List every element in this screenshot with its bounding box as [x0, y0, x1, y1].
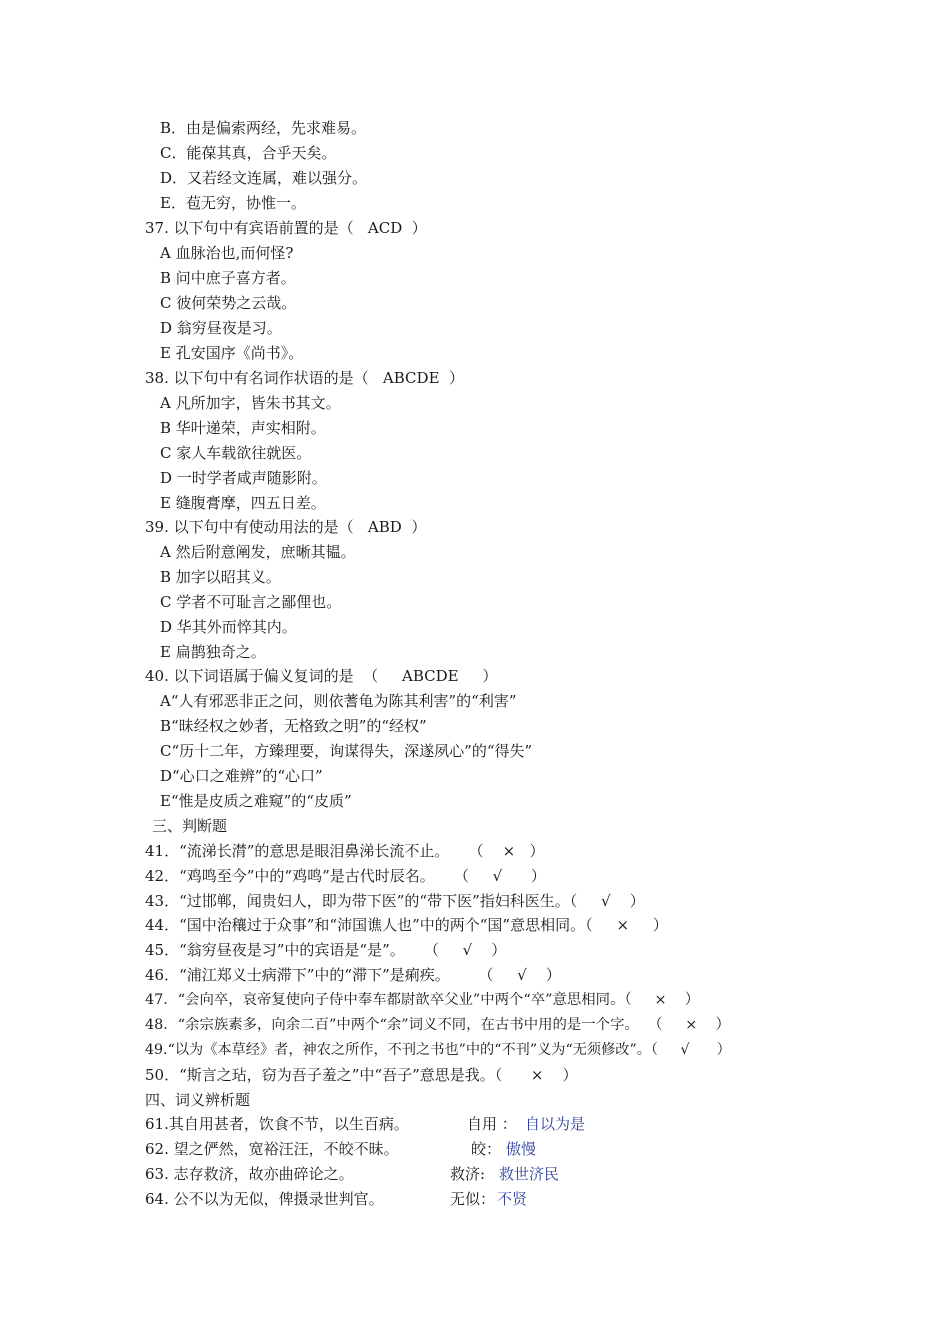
- judgement-item-43: 43．“过邯郸，闻贵妇人，即为带下医”的“带下医”指妇科医生。（ √ ）: [145, 892, 645, 910]
- vocab-item-62-answer: 傲慢: [506, 1140, 537, 1158]
- q40-option-a: A“人有邪恶非正之问，则依蓍龟为陈其利害”的“利害”: [160, 692, 517, 710]
- vocab-item-61-sentence: 61.其自用甚者，饮食不节，以生百病。: [145, 1115, 409, 1133]
- q37-option-e: E 孔安国序《尚书》。: [160, 344, 304, 362]
- vocab-item-64-sentence: 64. 公不以为无似，俾摄录世判官。: [145, 1190, 384, 1208]
- judgement-item-45: 45．“翁穷昼夜是习”中的宾语是“是”。 （ √ ）: [145, 941, 507, 959]
- q40-option-e: E“惟是皮质之难窥”的“皮质”: [160, 792, 352, 810]
- section-3-heading: 三、判断题: [152, 817, 228, 835]
- vocab-item-63-sentence: 63. 志存救济，故亦曲碎论之。: [145, 1165, 354, 1183]
- q36-option-d: D．又若经文连属，难以强分。: [160, 169, 368, 187]
- q37-option-a: A 血脉治也,而何怪?: [160, 244, 294, 262]
- judgement-item-44: 44．“国中治穰过于众事”和“沛国谯人也”中的两个“国”意思相同。（ × ）: [145, 916, 668, 934]
- q40-option-b: B“昧经权之妙者，无格致之明”的“经权”: [160, 717, 427, 735]
- q40-stem: 40. 以下词语属于偏义复词的是 （ ABCDE ）: [145, 667, 498, 685]
- q38-option-d: D 一时学者咸声随影附。: [160, 469, 327, 487]
- vocab-item-64-term: 无似：: [450, 1190, 496, 1208]
- q38-option-b: B 华叶递荣，声实相附。: [160, 419, 326, 437]
- vocab-item-63-term: 救济:: [450, 1165, 490, 1183]
- q40-option-d: D“心口之难辨”的“心口”: [160, 767, 323, 785]
- judgement-item-48: 48．“余宗族素多，向余二百”中两个“余”词义不同，在古书中用的是一个字。 （ × ）: [145, 1017, 731, 1033]
- q39-option-a: A 然后附意阐发，庶晰其韫。: [160, 543, 356, 561]
- q37-stem: 37. 以下句中有宾语前置的是（ ACD ）: [145, 219, 427, 237]
- vocab-item-63-answer: 救世济民: [499, 1165, 560, 1183]
- judgement-item-47: 47．“会向卒，哀帝复使向子侍中奉车都尉歆卒父业”中两个“卒”意思相同。（ × ）: [145, 992, 700, 1008]
- q39-option-d: D 华其外而悴其内。: [160, 618, 297, 636]
- vocab-item-61-answer: 自以为是: [525, 1115, 586, 1133]
- q39-option-c: C 学者不可耻言之鄙俚也。: [160, 593, 342, 611]
- q38-option-c: C 家人车载欲往就医。: [160, 444, 312, 462]
- vocab-item-64-answer: 不贤: [497, 1190, 528, 1208]
- q36-option-e: E．苞无穷，协惟一。: [160, 194, 306, 212]
- q38-option-e: E 缝腹膏摩，四五日差。: [160, 494, 326, 512]
- q36-option-c: C．能葆其真，合乎天矣。: [160, 144, 337, 162]
- vocab-item-62-term: 皎：: [471, 1140, 502, 1158]
- vocab-item-62-sentence: 62. 望之俨然，宽裕汪汪，不皎不昧。: [145, 1140, 399, 1158]
- judgement-item-46: 46．“浦江郑义士病滞下”中的“滞下”是痢疾。 （ √ ）: [145, 966, 561, 984]
- judgement-item-41: 41．“流涕长潸”的意思是眼泪鼻涕长流不止。 （ × ）: [145, 842, 545, 860]
- section-4-heading: 四、词义辨析题: [145, 1091, 251, 1109]
- judgement-item-42: 42．“鸡鸣至今”中的“鸡鸣”是古代时辰名。 （ √ ）: [145, 867, 546, 885]
- q38-option-a: A 凡所加字，皆朱书其文。: [160, 394, 341, 412]
- q40-option-c: C“历十二年，方臻理要，询谋得失，深遂夙心”的“得失”: [160, 742, 533, 760]
- judgement-item-49: 49.“以为《本草经》者，神农之所作，不刊之书也”中的“不刊”义为“无须修改”。（ √ ）: [145, 1042, 731, 1058]
- q36-option-b: B．由是偏索两经，先求难易。: [160, 119, 367, 137]
- q37-option-b: B 问中庶子喜方者。: [160, 269, 296, 287]
- q37-option-d: D 翁穷昼夜是习。: [160, 319, 282, 337]
- vocab-item-61-term: 自用 ：: [467, 1115, 517, 1133]
- q37-option-c: C 彼何荣势之云哉。: [160, 294, 297, 312]
- q39-option-b: B 加字以昭其义。: [160, 568, 281, 586]
- q39-option-e: E 扁鹊独奇之。: [160, 643, 266, 661]
- q39-stem: 39. 以下句中有使动用法的是（ ABD ）: [145, 518, 427, 536]
- q38-stem: 38. 以下句中有名词作状语的是（ ABCDE ）: [145, 369, 465, 387]
- judgement-item-50: 50．“斯言之玷，窃为吾子羞之”中“吾子”意思是我。（ × ）: [145, 1066, 578, 1084]
